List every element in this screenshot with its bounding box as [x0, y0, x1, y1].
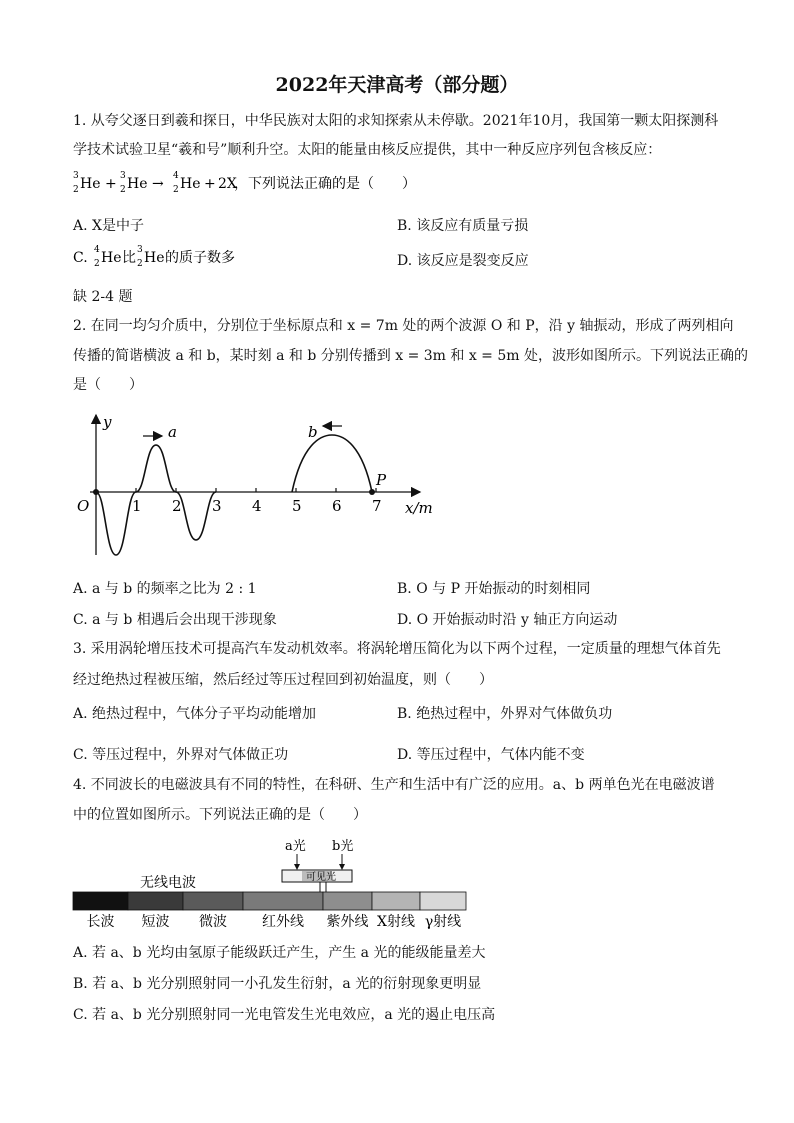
q3-option-a[interactable]: A. 绝热过程中，气体分子平均动能增加 — [73, 706, 317, 722]
em-spectrum-diagram — [70, 834, 480, 932]
x-axis-label: x/m — [405, 499, 433, 517]
q1-nuclear-equation — [70, 168, 500, 200]
q1-stem-tail: ，下列说法正确的是（ ） — [234, 176, 416, 192]
q1-option-d[interactable]: D. 该反应是裂变反应 — [397, 253, 529, 269]
origin-label: O — [77, 497, 90, 515]
atomic-number: 2 — [120, 185, 126, 195]
page-title: 2022年天津高考（部分题） — [275, 74, 519, 96]
svg-text:2: 2 — [94, 259, 100, 269]
source-o-dot — [93, 489, 99, 495]
plus-sign: + — [204, 176, 216, 192]
spectrum-band — [372, 892, 420, 910]
spectrum-band-label: X射线 — [377, 914, 415, 930]
svg-text:比: 比 — [122, 250, 136, 266]
spectrum-band — [243, 892, 323, 910]
q1-option-b[interactable]: B. 该反应有质量亏损 — [397, 218, 529, 234]
wave-graph — [70, 405, 450, 565]
svg-text:He: He — [144, 250, 165, 266]
q1-stem-line2: 学技术试验卫星“羲和号”顺利升空。太阳的能量由核反应提供，其中一种反应序列包含核反应： — [73, 142, 662, 158]
helium-symbol: He — [180, 176, 201, 192]
atomic-number: 2 — [73, 185, 79, 195]
source-p-dot — [369, 489, 375, 495]
q2-option-b[interactable]: B. O 与 P 开始振动的时刻相同 — [397, 581, 591, 597]
q2-stem-line3: 是（ ） — [73, 377, 143, 393]
spectrum-band-label: 红外线 — [262, 914, 304, 930]
q3-stem-line1: 3. 采用涡轮增压技术可提高汽车发动机效率。将涡轮增压简化为以下两个过程，一定质量的理想气体首先 — [73, 641, 721, 657]
wave-a-curve — [96, 445, 216, 555]
q2-option-d[interactable]: D. O 开始振动时沿 y 轴正方向运动 — [397, 612, 618, 628]
q4-stem-line2: 中的位置如图所示。下列说法正确的是（ ） — [73, 807, 367, 823]
helium-symbol: He — [127, 176, 148, 192]
wave-b-curve — [292, 435, 372, 492]
spectrum-band-label: 微波 — [199, 914, 227, 930]
spectrum-band — [128, 892, 183, 910]
q3-option-b[interactable]: B. 绝热过程中，外界对气体做负功 — [397, 706, 613, 722]
q1-stem-line1: 1. 从夸父逐日到羲和探日，中华民族对太阳的求知探索从未停歇。2021年10月，我国第一颗太阳探测科 — [73, 113, 719, 129]
radio-wave-label: 无线电波 — [140, 875, 196, 891]
svg-text:C.: C. — [73, 250, 88, 266]
q1-option-a[interactable]: A. X是中子 — [73, 218, 144, 234]
visible-light-label: 可见光 — [306, 872, 336, 883]
x-tick-label: 4 — [252, 497, 262, 515]
spectrum-band-label: 长波 — [86, 914, 115, 930]
spectrum-band-label: 紫外线 — [326, 914, 369, 930]
q4-option-b[interactable]: B. 若 a、b 光分别照射同一小孔发生衍射，a 光的衍射现象更明显 — [73, 976, 482, 992]
q2-stem-line2: 传播的简谐横波 a 和 b，某时刻 a 和 b 分别传播到 x = 3m 和 x = 5m 处，波形如图所示。下列说法正确的 — [73, 348, 748, 364]
x-tick-label: 2 — [172, 497, 182, 515]
product-x: 2X — [218, 176, 237, 192]
q2-option-c[interactable]: C. a 与 b 相遇后会出现干涉现象 — [73, 612, 277, 628]
spectrum-band-label: 短波 — [141, 914, 170, 930]
spectrum-band-label: γ射线 — [424, 914, 462, 930]
x-tick-label: 6 — [332, 497, 342, 515]
q4-option-c[interactable]: C. 若 a、b 光分别照射同一光电管发生光电效应，a 光的遏止电压高 — [73, 1007, 496, 1023]
x-tick-label: 3 — [212, 497, 222, 515]
b-light-label: b光 — [332, 839, 354, 854]
atomic-number: 2 — [173, 185, 179, 195]
mass-number: 4 — [173, 171, 179, 181]
y-axis-label: y — [103, 413, 112, 431]
q3-option-d[interactable]: D. 等压过程中，气体内能不变 — [397, 747, 585, 763]
spectrum-band — [73, 892, 128, 910]
a-light-label: a光 — [285, 839, 306, 854]
x-tick-label: 7 — [372, 497, 382, 515]
spectrum-band — [183, 892, 243, 910]
svg-text:He: He — [101, 250, 122, 266]
q2-stem-line1: 2. 在同一均匀介质中，分别位于坐标原点和 x = 7m 处的两个波源 O 和 P，沿 y 轴振动，形成了两列相向 — [73, 318, 734, 334]
q4-stem-line1: 4. 不同波长的电磁波具有不同的特性，在科研、生产和生活中有广泛的应用。a、b 两单色光在电磁波谱 — [73, 777, 715, 793]
x-tick-label: 1 — [132, 497, 142, 515]
svg-text:4: 4 — [94, 245, 100, 255]
plus-sign: + — [105, 176, 117, 192]
wave-a-label: a — [168, 423, 177, 441]
q2-option-a[interactable]: A. a 与 b 的频率之比为 2 : 1 — [73, 581, 257, 597]
svg-text:的质子数多: 的质子数多 — [165, 250, 235, 266]
wave-b-label: b — [308, 423, 318, 441]
mass-number: 3 — [73, 171, 79, 181]
helium-symbol: He — [80, 176, 101, 192]
q3-option-c[interactable]: C. 等压过程中，外界对气体做正功 — [73, 747, 289, 763]
point-p-label: P — [376, 471, 387, 489]
spectrum-band — [323, 892, 372, 910]
reaction-arrow: → — [152, 176, 164, 192]
x-tick-label: 5 — [292, 497, 302, 515]
svg-text:2: 2 — [137, 259, 143, 269]
spectrum-band — [420, 892, 466, 910]
spectrum-bands — [73, 892, 466, 930]
mass-number: 3 — [120, 171, 126, 181]
svg-text:3: 3 — [137, 245, 143, 255]
q3-stem-line2: 经过绝热过程被压缩，然后经过等压过程回到初始温度，则（ ） — [73, 672, 493, 688]
missing-questions-note: 缺 2-4 题 — [73, 289, 133, 305]
q1-option-c[interactable] — [70, 244, 310, 272]
q4-option-a[interactable]: A. 若 a、b 光均由氢原子能级跃迁产生，产生 a 光的能级能量差大 — [73, 945, 486, 961]
